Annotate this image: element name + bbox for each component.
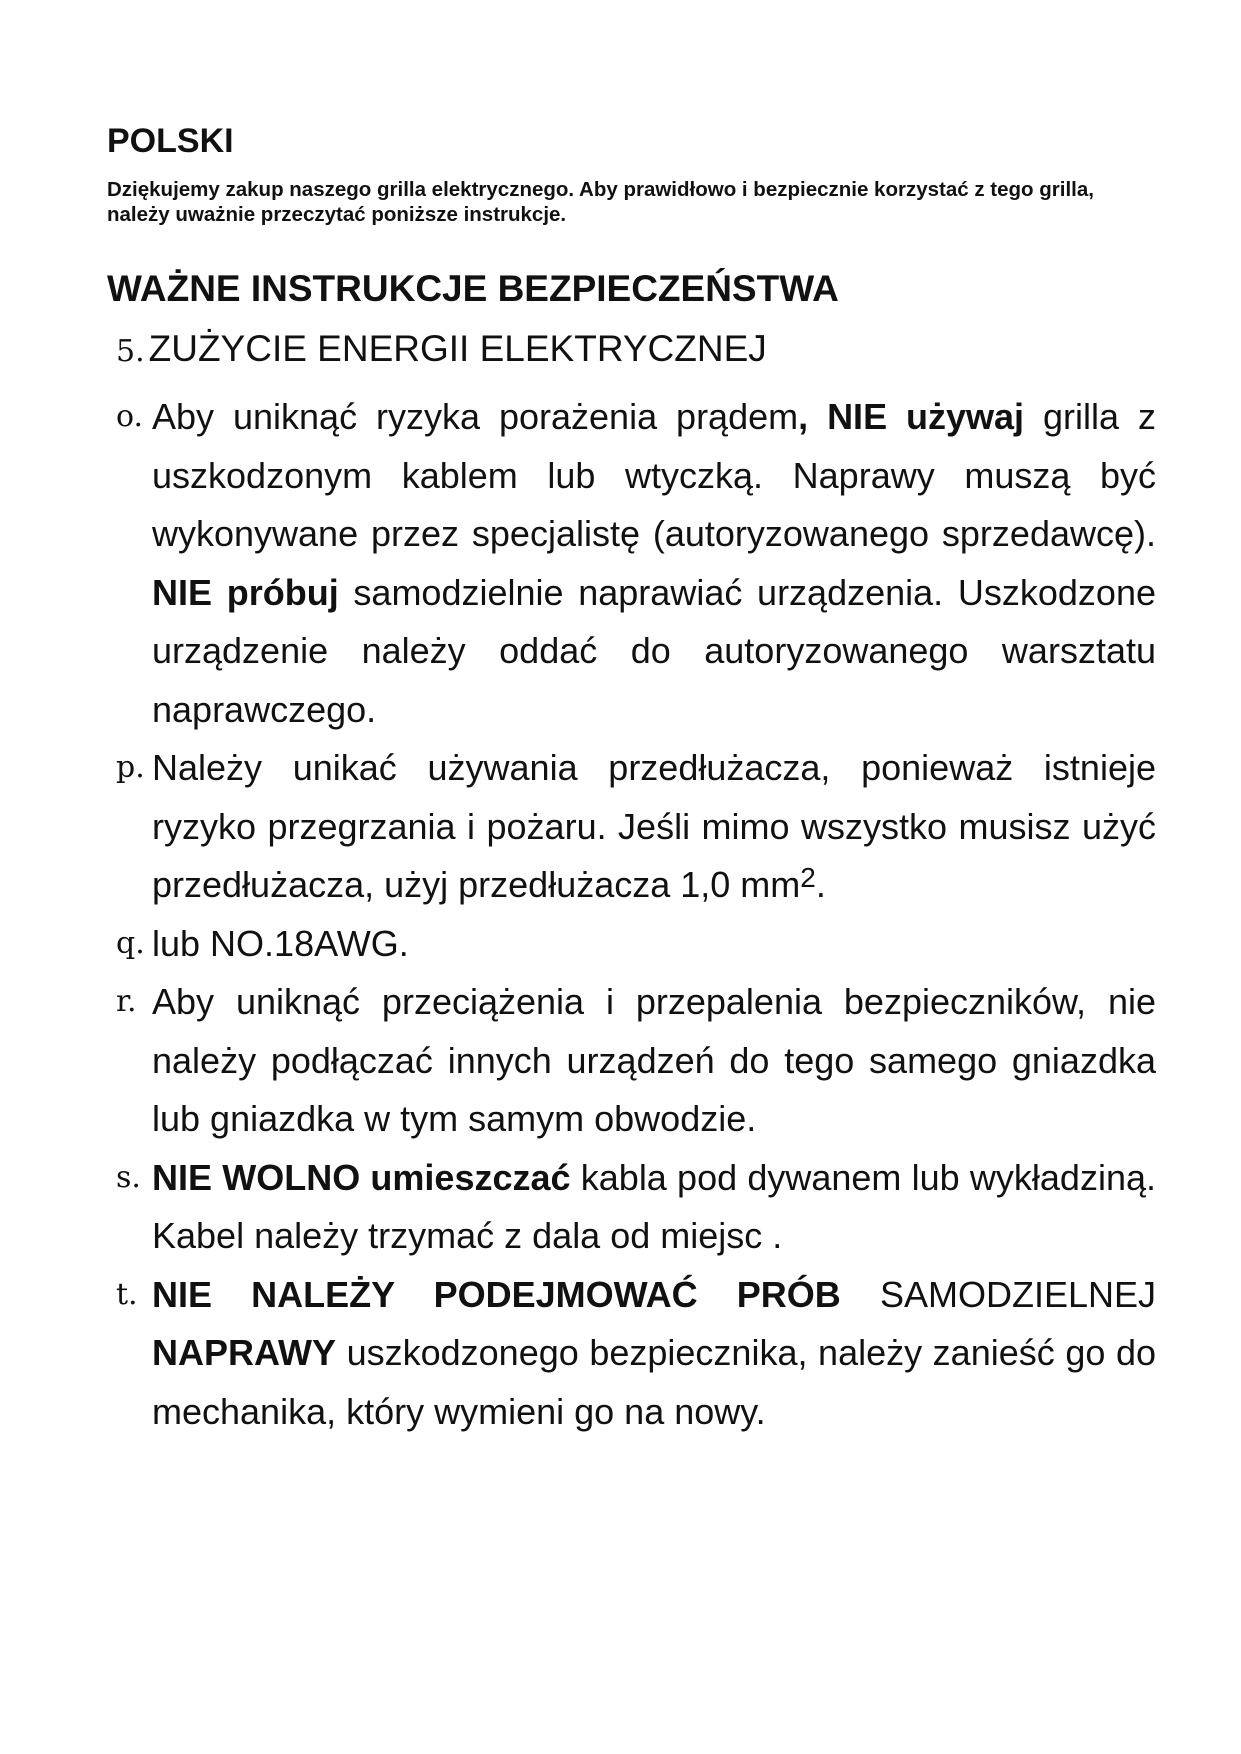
item-marker: t. (116, 1276, 138, 1312)
language-title: POLSKI (107, 122, 234, 160)
list-item-t: t. NIE NALEŻY PODEJMOWAĆ PRÓB SAMODZIELNEJ NAPRAWY uszkodzonego bezpiecznika, należy zanieść go do mechanika, który wymieni go na nowy. (116, 1266, 1156, 1442)
section-title: ZUŻYCIE ENERGII ELEKTRYCZNEJ (148, 328, 767, 369)
list-item-q: q. lub NO.18AWG. (116, 915, 1156, 974)
item-marker: s. (116, 1159, 141, 1195)
list-item-p: p. Należy unikać używania przedłużacza, ponieważ istnieje ryzyko przegrzania i pożaru. Jeśli mimo wszystko musisz użyć przedłużacza, użyj przedłużacza 1,0 $mm^2$. (116, 739, 1156, 915)
item-marker: o. (116, 399, 144, 434)
list-item-o: o. Aby uniknąć ryzyka porażenia prądem, NIE używaj grilla z uszkodzonym kablem lub wtyczką. Naprawy muszą być wykonywane przez specjalistę (autoryzowanego sprzedawcę). NIE próbuj samodzielnie naprawiać urządzenia. Uszkodzone urządzenie należy oddać do autoryzowanego warsztatu naprawczego. (116, 388, 1156, 739)
item-marker: r. (116, 984, 137, 1019)
item-marker: p. (116, 750, 145, 785)
safety-heading: WAŻNE INSTRUKCJE BEZPIECZEŃSTWA (107, 268, 839, 309)
section-number: 5. (116, 334, 145, 369)
intro-text: Dziękujemy zakup naszego grilla elektrycznego. Aby prawidłowo i bezpiecznie korzystać z tego grilla, należy uważnie przeczytać poniższe instrukcje. (107, 178, 1094, 226)
list-item-r: r. Aby uniknąć przeciążenia i przepalenia bezpieczników, nie należy podłączać innych urządzeń do tego samego gniazdka lub gniazdka w tym samym obwodzie. (116, 973, 1156, 1149)
list-item-s: s. NIE WOLNO umieszczać kabla pod dywanem lub wykładziną. Kabel należy trzymać z dala od miejsc . (116, 1149, 1156, 1266)
instruction-list (116, 388, 1156, 1441)
item-marker: q. (116, 925, 145, 961)
section-header (116, 328, 767, 370)
superscript: 2 (800, 862, 816, 893)
